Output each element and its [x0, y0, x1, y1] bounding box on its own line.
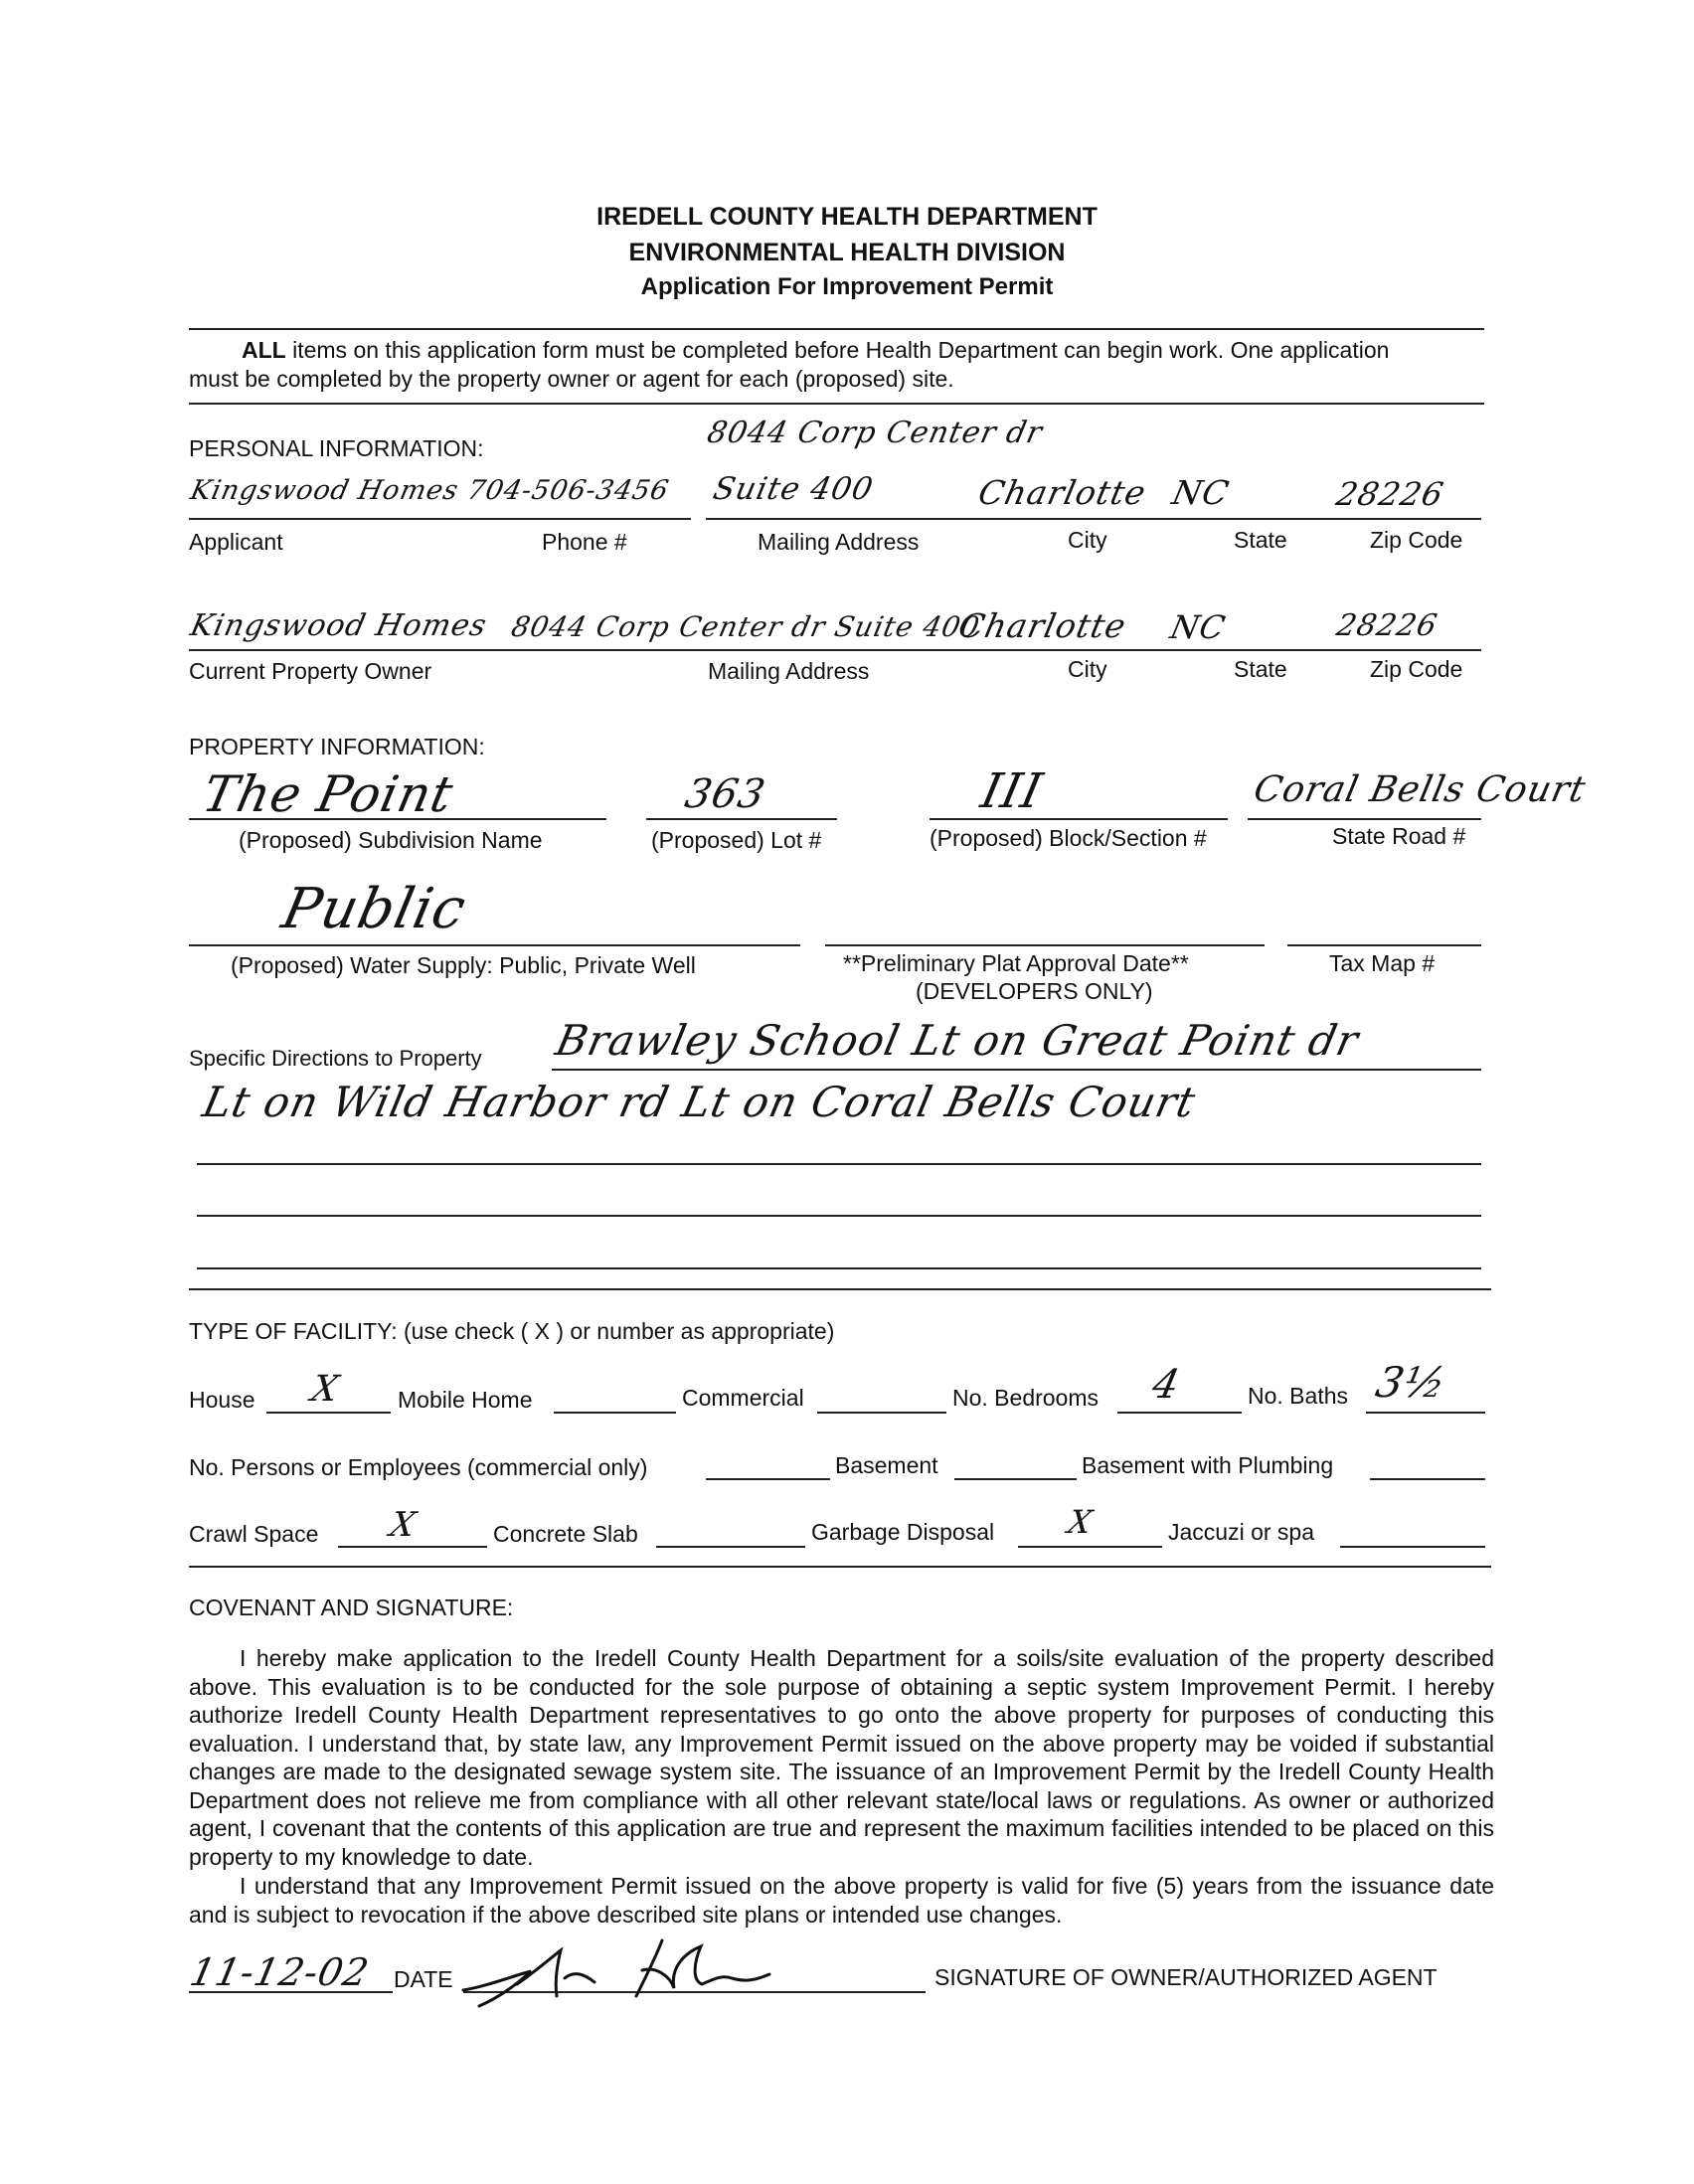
zip-label: Zip Code: [1370, 656, 1463, 682]
directions-line: [197, 1163, 1481, 1165]
mobile-home-label: Mobile Home: [398, 1387, 533, 1413]
block-handwritten: III: [976, 763, 1048, 819]
crawl-space-label: Crawl Space: [189, 1521, 319, 1547]
crawl-space-line: [338, 1546, 487, 1548]
date-line: [189, 1991, 393, 1993]
plat-approval-label: **Preliminary Plat Approval Date**: [843, 950, 1189, 976]
subdivision-line: [189, 818, 606, 820]
applicant-zip-handwritten: 28226: [1332, 475, 1447, 513]
owner-label: Current Property Owner: [189, 658, 432, 684]
block-line: [930, 818, 1228, 820]
bedrooms-line: [1117, 1412, 1242, 1414]
basement-label: Basement: [835, 1452, 938, 1478]
date-label: DATE: [394, 1966, 453, 1992]
mailing-address-label: Mailing Address: [708, 658, 870, 684]
block-label: (Proposed) Block/Section #: [930, 825, 1207, 851]
mobile-home-line: [554, 1412, 676, 1414]
water-line: [189, 944, 800, 946]
divider: [189, 328, 1484, 330]
directions-line: [552, 1069, 1481, 1071]
divider: [189, 1288, 1491, 1290]
developers-only-label: (DEVELOPERS ONLY): [916, 978, 1153, 1004]
commercial-line: [817, 1412, 946, 1414]
directions-label: Specific Directions to Property: [189, 1046, 482, 1071]
owner-line: [189, 649, 1481, 651]
subdivision-handwritten: The Point: [197, 765, 459, 823]
jacuzzi-line: [1340, 1546, 1485, 1548]
owner-zip-handwritten: 28226: [1333, 608, 1441, 643]
owner-address-handwritten: 8044 Corp Center dr Suite 400: [508, 610, 983, 643]
commercial-label: Commercial: [682, 1385, 804, 1411]
baths-label: No. Baths: [1248, 1383, 1348, 1409]
road-handwritten: Coral Bells Court: [1250, 769, 1590, 810]
zip-label: Zip Code: [1370, 527, 1463, 553]
jacuzzi-label: Jaccuzi or spa: [1168, 1519, 1315, 1545]
owner-state-handwritten: NC: [1166, 608, 1230, 646]
applicant-address-handwritten: 8044 Corp Center dr: [704, 416, 1046, 450]
mailing-address-label: Mailing Address: [758, 529, 920, 555]
covenant-paragraph-2: I understand that any Improvement Permit issued on the above property is valid for five (5) years from the issuance date and is subject to revocation if the above described site plans or intended use changes.: [189, 1873, 1494, 1928]
directions-line-2-handwritten: Lt on Wild Harbor rd Lt on Coral Bells Court: [198, 1078, 1201, 1126]
city-label: City: [1068, 656, 1107, 682]
applicant-state-handwritten: NC: [1168, 473, 1234, 512]
persons-line: [706, 1478, 830, 1480]
header-department: IREDELL COUNTY HEALTH DEPARTMENT: [596, 203, 1098, 231]
garbage-disposal-line: [1018, 1546, 1162, 1548]
applicant-city-handwritten: Charlotte: [974, 473, 1150, 512]
house-line: [266, 1412, 391, 1414]
tax-map-label: Tax Map #: [1329, 950, 1436, 976]
basement-plumbing-label: Basement with Plumbing: [1082, 1452, 1334, 1478]
city-label: City: [1068, 527, 1107, 553]
basement-line: [954, 1478, 1077, 1480]
applicant-line: [189, 518, 691, 520]
divider: [189, 403, 1484, 405]
state-label: State: [1234, 656, 1287, 682]
road-line: [1248, 818, 1481, 820]
basement-plumbing-line: [1370, 1478, 1485, 1480]
garbage-disposal-handwritten: X: [1064, 1503, 1097, 1541]
lot-handwritten: 363: [681, 771, 770, 817]
directions-line: [197, 1215, 1481, 1217]
covenant-heading: COVENANT AND SIGNATURE:: [189, 1595, 514, 1620]
header-division: ENVIRONMENTAL HEALTH DIVISION: [628, 239, 1066, 266]
directions-line-1-handwritten: Brawley School Lt on Great Point dr: [551, 1016, 1364, 1065]
state-label: State: [1234, 527, 1287, 553]
directions-line: [197, 1267, 1481, 1269]
subdivision-label: (Proposed) Subdivision Name: [239, 827, 543, 853]
owner-city-handwritten: Charlotte: [954, 606, 1130, 645]
garbage-disposal-label: Garbage Disposal: [811, 1519, 995, 1545]
signature-image: [457, 1927, 815, 2016]
water-supply-label: (Proposed) Water Supply: Public, Private Well: [231, 952, 696, 978]
lot-line: [646, 818, 837, 820]
facility-heading: TYPE OF FACILITY: (use check ( X ) or number as appropriate): [189, 1318, 835, 1344]
house-check-handwritten: X: [307, 1369, 343, 1410]
intro-line-1: ALL items on this application form must be completed before Health Department can begin work. One application: [242, 337, 1390, 363]
lot-label: (Proposed) Lot #: [651, 827, 822, 853]
applicant-name-phone-handwritten: Kingswood Homes 704-506-3456: [187, 475, 672, 506]
concrete-slab-line: [656, 1546, 805, 1548]
intro-line-2: must be completed by the property owner or agent for each (proposed) site.: [189, 366, 954, 392]
persons-label: No. Persons or Employees (commercial only): [189, 1454, 648, 1480]
property-info-heading: PROPERTY INFORMATION:: [189, 734, 485, 759]
road-label: State Road #: [1332, 823, 1466, 849]
baths-line: [1366, 1412, 1485, 1414]
divider: [189, 1566, 1491, 1568]
plat-line: [825, 944, 1265, 946]
applicant-line: [706, 518, 1481, 520]
personal-info-heading: PERSONAL INFORMATION:: [189, 435, 484, 461]
applicant-suite-handwritten: Suite 400: [710, 471, 877, 507]
covenant-paragraph-1: I hereby make application to the Iredell County Health Department for a soils/site evaluation of the property described above. This evaluation is to be conducted for the sole purpose of obtaining a septic system Improvement Permit. I hereby authorize Iredell County Health Department representatives to go onto the above property for purposes of conducting this evaluation. I understand that, by state law, any Improvement Permit issued on the above property may be voided if substantial changes are made to the designated sewage system site. The issuance of an Improvement Permit by the Iredell County Health Department does not relieve me from compliance with all other relevant state/local laws or regulations. As owner or authorized agent, I covenant that the contents of this application are true and represent the maximum facilities intended to be placed on this property to my knowledge to date.: [189, 1645, 1494, 1870]
applicant-label: Applicant: [189, 529, 283, 555]
owner-name-handwritten: Kingswood Homes: [187, 608, 491, 643]
concrete-slab-label: Concrete Slab: [493, 1521, 638, 1547]
house-label: House: [189, 1387, 255, 1413]
crawl-space-handwritten: X: [386, 1505, 421, 1545]
baths-handwritten: 3½: [1371, 1358, 1451, 1407]
bedrooms-handwritten: 4: [1148, 1362, 1185, 1408]
taxmap-line: [1287, 944, 1481, 946]
form-title: Application For Improvement Permit: [640, 273, 1054, 300]
bedrooms-label: No. Bedrooms: [952, 1385, 1100, 1411]
signature-label: SIGNATURE OF OWNER/AUTHORIZED AGENT: [934, 1964, 1438, 1990]
phone-label: Phone #: [542, 529, 627, 555]
water-supply-handwritten: Public: [276, 877, 472, 941]
date-handwritten: 11-12-02: [186, 1950, 374, 1994]
